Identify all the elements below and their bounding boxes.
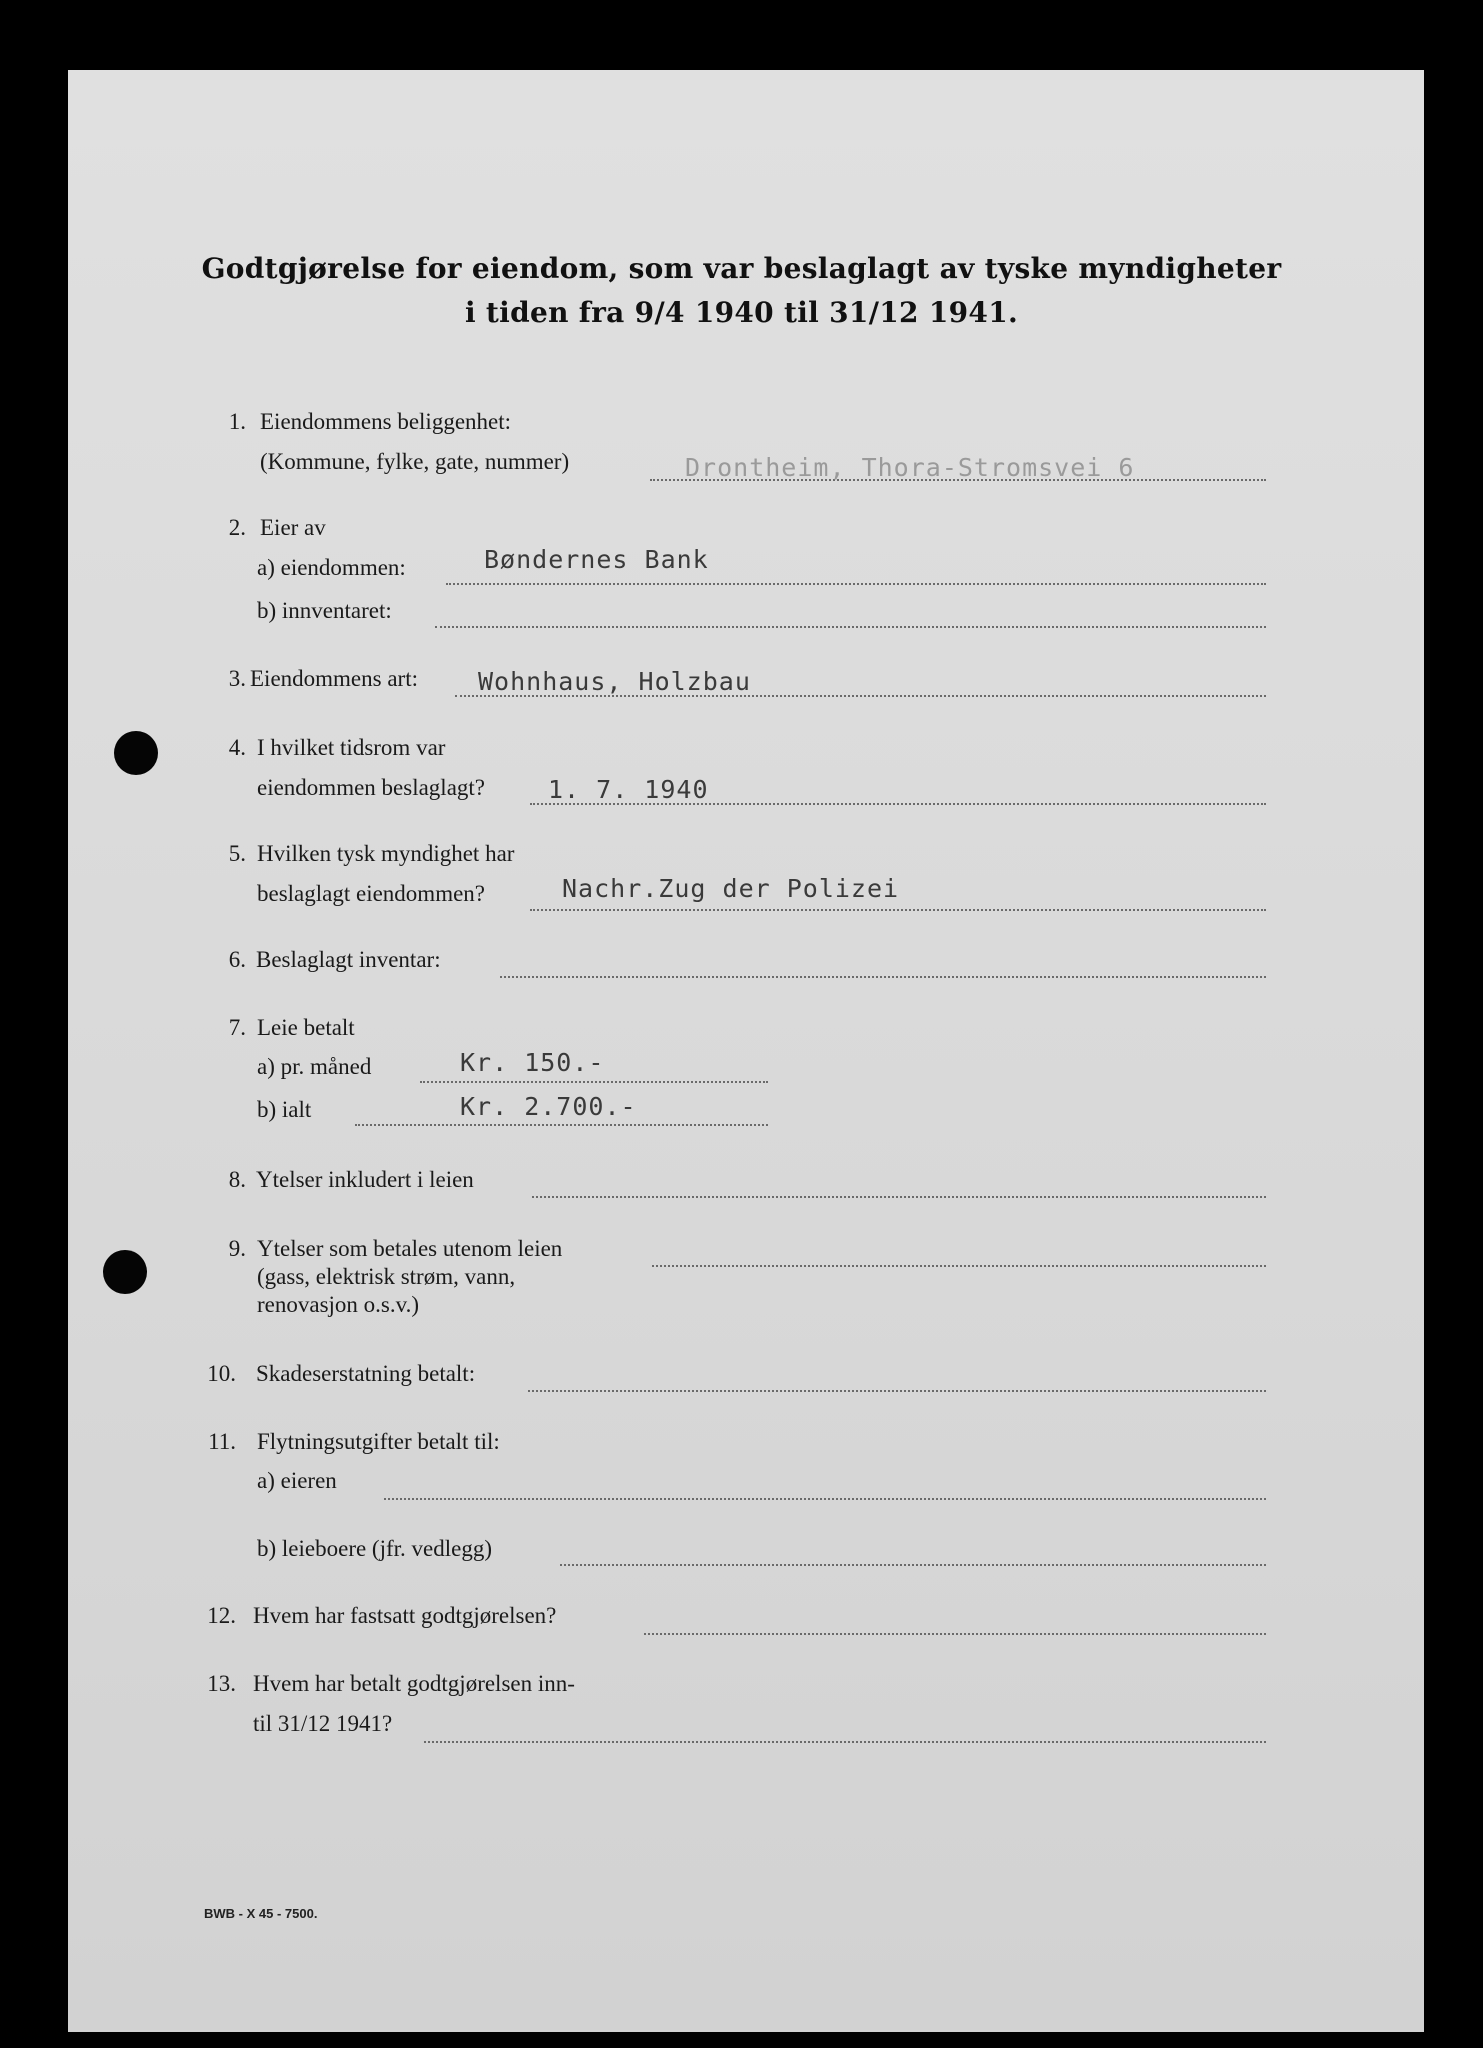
q9-label-line3: renovasjon o.s.v.) <box>257 1292 420 1317</box>
q4-label-line2: eiendommen beslaglagt? <box>257 775 486 800</box>
q11-number: 11. <box>208 1429 236 1454</box>
q6-number: 6. <box>228 947 246 972</box>
form-paper <box>68 70 1424 2032</box>
q11-b-label: b) leieboere (jfr. vedlegg) <box>257 1536 492 1561</box>
q7-a-label: a) pr. måned <box>257 1054 372 1079</box>
q7-b-answer: Kr. 2.700.- <box>460 1092 637 1121</box>
q3-answer: Wohnhaus, Holzbau <box>478 667 751 696</box>
q3-number: 3. <box>228 666 246 691</box>
q2-b-answer-line <box>435 626 1266 628</box>
q13-number: 13. <box>207 1671 236 1696</box>
punch-hole-bottom <box>103 1250 147 1294</box>
q2-a-label: a) eiendommen: <box>257 555 406 580</box>
q12-label: Hvem har fastsatt godtgjørelsen? <box>253 1603 557 1628</box>
q6-answer-line <box>500 976 1266 978</box>
q8-label: Ytelser inkludert i leien <box>256 1167 474 1192</box>
q2-a-answer-line <box>446 583 1266 585</box>
q9-answer-line <box>652 1265 1266 1267</box>
q13-label-line2: til 31/12 1941? <box>253 1711 393 1736</box>
q1-answer: Drontheim, Thora-Stromsvei 6 <box>685 453 1135 482</box>
q7-number: 7. <box>228 1015 246 1040</box>
q11-label-line1: Flytningsutgifter betalt til: <box>257 1429 500 1454</box>
q2-number: 2. <box>228 515 246 540</box>
q2-label-line1: Eier av <box>260 515 326 540</box>
q6-label: Beslaglagt inventar: <box>256 947 441 972</box>
q10-label: Skadeserstatning betalt: <box>256 1361 476 1386</box>
q5-answer-line <box>530 909 1266 911</box>
q7-b-label: b) ialt <box>257 1097 312 1122</box>
form-title-line1: Godtgjørelse for eiendom, som var beslaglagt av tyske myndigheter <box>201 252 1282 285</box>
print-code: BWB - X 45 - 7500. <box>204 1906 318 1921</box>
q7-a-answer: Kr. 150.- <box>460 1048 605 1077</box>
q5-number: 5. <box>228 841 246 866</box>
q2-b-label: b) innventaret: <box>257 598 392 623</box>
q4-number: 4. <box>228 735 246 760</box>
q10-answer-line <box>528 1390 1266 1392</box>
q10-number: 10. <box>207 1361 236 1386</box>
q5-label-line2: beslaglagt eiendommen? <box>257 881 486 906</box>
form-title-line2: i tiden fra 9/4 1940 til 31/12 1941. <box>464 296 1019 329</box>
punch-hole-top <box>114 731 158 775</box>
q7-label-line1: Leie betalt <box>257 1015 355 1040</box>
q4-label-line1: I hvilket tidsrom var <box>257 735 446 760</box>
q3-label: Eiendommens art: <box>250 666 418 691</box>
q8-answer-line <box>532 1196 1266 1198</box>
q7-a-answer-line <box>420 1081 768 1083</box>
q1-label-line1: Eiendommens beliggenhet: <box>260 409 512 434</box>
q5-label-line1: Hvilken tysk myndighet har <box>257 841 515 866</box>
q9-number: 9. <box>228 1236 246 1261</box>
q8-number: 8. <box>228 1167 246 1192</box>
q12-number: 12. <box>207 1603 236 1628</box>
q11-a-label: a) eieren <box>257 1468 337 1493</box>
q7-b-answer-line <box>355 1124 768 1126</box>
q13-answer-line <box>424 1741 1266 1743</box>
q9-label-line2: (gass, elektrisk strøm, vann, <box>257 1264 516 1289</box>
q4-answer: 1. 7. 1940 <box>548 775 709 804</box>
q5-answer: Nachr.Zug der Polizei <box>562 874 900 903</box>
q2-a-answer: Bøndernes Bank <box>484 545 709 574</box>
q12-answer-line <box>644 1633 1266 1635</box>
q1-number: 1. <box>228 409 246 434</box>
q1-label-line2: (Kommune, fylke, gate, nummer) <box>260 449 570 474</box>
q13-label-line1: Hvem har betalt godtgjørelsen inn- <box>253 1671 575 1696</box>
q11-a-answer-line <box>384 1498 1266 1500</box>
q11-b-answer-line <box>560 1564 1266 1566</box>
q9-label-line1: Ytelser som betales utenom leien <box>257 1236 563 1261</box>
